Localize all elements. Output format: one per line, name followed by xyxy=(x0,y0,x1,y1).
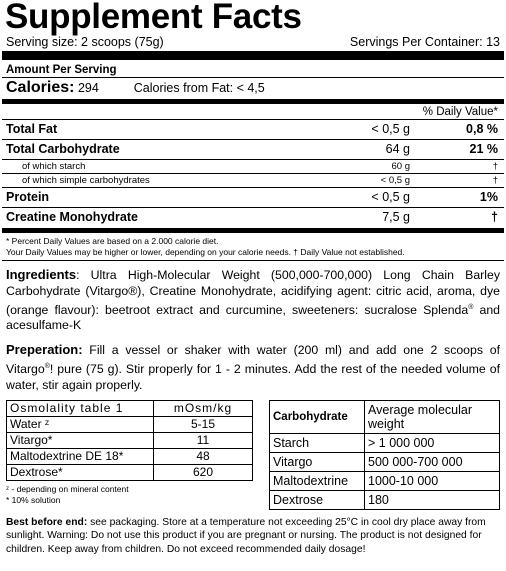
table-cell: Dextrose xyxy=(270,490,365,509)
table-cell: Starch xyxy=(270,433,365,452)
nutrient-name: Total Carbohydrate xyxy=(6,142,120,156)
ingredients-paragraph xyxy=(2,267,504,334)
preparation-text: Fill a vessel or shaker with water (200 ml) and add one 2 scoops of Vitargo xyxy=(6,343,500,377)
page-title: Supplement Facts xyxy=(5,0,302,36)
sub-nutrient-name: of which starch xyxy=(22,161,86,172)
table-cell: Vitargo* xyxy=(7,432,154,448)
table-cell: Dextrose* xyxy=(7,464,154,480)
divider-medium xyxy=(2,99,504,104)
table-row xyxy=(7,432,253,448)
divider xyxy=(2,260,504,261)
divider-medium xyxy=(2,228,504,233)
footnote-line: Your Daily Values may be higher or lower, depending on your calorie needs. † Daily Value not established. xyxy=(6,247,405,257)
table-cell: Maltodextrine xyxy=(270,471,365,490)
table-cell: 48 xyxy=(154,448,253,464)
table-cell: Water ᶻ xyxy=(7,416,154,432)
table-row xyxy=(7,448,253,464)
table-row xyxy=(270,490,500,509)
table-cell: 1000-10 000 xyxy=(365,471,500,490)
osmolality-table xyxy=(6,400,253,481)
sub-nutrient-name: of which simple carbohydrates xyxy=(22,175,150,186)
table-cell: 180 xyxy=(365,490,500,509)
nutrient-amount: < 0,5 g xyxy=(371,122,410,136)
ingredients-label: Ingredients xyxy=(6,267,77,282)
ingredients-text-end: and acesulfame-K xyxy=(6,302,501,333)
nutrient-row-creatine xyxy=(2,208,504,227)
nutrient-row-total-fat xyxy=(2,120,504,139)
table-cell: 5-15 xyxy=(154,416,253,432)
note-line: * 10% solution xyxy=(6,494,61,505)
nutrient-amount: 7,5 g xyxy=(382,210,410,224)
calories-from-fat: Calories from Fat: < 4,5 xyxy=(133,81,265,95)
table-row xyxy=(270,452,500,471)
servings-per-container: Servings Per Container: 13 xyxy=(349,35,500,49)
registered-mark: ® xyxy=(468,303,474,311)
nutrient-dv: † xyxy=(491,210,498,224)
best-before-label: Best before end: xyxy=(6,516,88,528)
registered-mark: ® xyxy=(44,363,50,371)
table-header-cell: mOsm/kg xyxy=(154,400,253,416)
amount-per-serving: Amount Per Serving xyxy=(6,64,117,76)
table-row xyxy=(7,464,253,480)
table-cell: 620 xyxy=(154,464,253,480)
table-cell: 500 000-700 000 xyxy=(365,452,500,471)
nutrient-dv: 1% xyxy=(479,190,498,204)
nutrient-name: Creatine Monohydrate xyxy=(6,210,138,224)
daily-value-header: % Daily Value* xyxy=(422,106,498,118)
nutrient-row-total-carbohydrate xyxy=(2,140,504,159)
nutrient-name: Protein xyxy=(6,190,50,204)
nutrient-row-protein xyxy=(2,188,504,207)
table-header-row xyxy=(270,400,500,433)
carbohydrate-table xyxy=(269,400,500,510)
nutrient-amount: 64 g xyxy=(385,142,410,156)
tables-section xyxy=(2,400,504,510)
calories-row xyxy=(2,78,504,98)
sub-nutrient-row-starch xyxy=(2,160,504,173)
nutrient-dv: 21 % xyxy=(469,142,498,156)
footnote-line: * Percent Daily Values are based on a 2.000 calorie diet. xyxy=(6,236,219,246)
preparation-label: Preperation: xyxy=(6,342,83,358)
note-line: ᶻ - depending on mineral content xyxy=(6,483,129,494)
divider-thick xyxy=(2,51,504,60)
nutrient-name: Total Fat xyxy=(6,122,58,136)
table-cell: > 1 000 000 xyxy=(365,433,500,452)
table-cell: Maltodextrine DE 18* xyxy=(7,448,154,464)
preparation-paragraph xyxy=(2,342,504,393)
serving-size: Serving size: 2 scoops (75g) xyxy=(6,35,164,49)
serving-info xyxy=(2,34,504,50)
sub-nutrient-amount: 60 g xyxy=(391,161,410,172)
best-before-text: see packaging. Store at a temperature not exceeding 25°C in cool dry place away from sunlight. Warning: Do not use this product if you are pregnant or nursing. The product is not designed for children. Keep away from children. Do not exceed recommended daily dosage! xyxy=(6,516,486,555)
preparation-text-end: ! pure (75 g). Stir properly for 1 - 2 minutes. Add the rest of the needed volume of water, stir again properly. xyxy=(6,362,500,392)
table-row xyxy=(7,416,253,432)
daily-value-footnote xyxy=(2,234,504,260)
sub-nutrient-amount: < 0,5 g xyxy=(380,175,410,186)
table-header-row xyxy=(7,400,253,416)
sub-nutrient-dv: † xyxy=(492,161,498,172)
table-row xyxy=(270,471,500,490)
table-row xyxy=(270,433,500,452)
ingredients-text: : Ultra High-Molecular Weight (500,000-700,000) Long Chain Barley Carbohydrate (Vitargo®), Creatine Monohydrate, acidifying agent: citric acid, aroma, dye (orange flavour): beetroot extract and curcumine, sweeteners: sucralose Splenda xyxy=(6,268,500,317)
osmolality-note xyxy=(6,484,253,506)
table-cell: Vitargo xyxy=(270,452,365,471)
table-header-cell: Carbohydrate xyxy=(270,400,365,433)
osmolality-block xyxy=(6,400,253,510)
calories-label: Calories: xyxy=(6,79,75,96)
best-before-paragraph xyxy=(2,516,504,557)
table-cell: 11 xyxy=(154,432,253,448)
table-header-cell: Osmolality table 1 xyxy=(7,400,154,416)
table-header-cell: Average molecular weight xyxy=(365,400,500,433)
sub-nutrient-row-simple-carbs xyxy=(2,174,504,187)
nutrient-dv: 0,8 % xyxy=(466,122,498,136)
calories-value: 294 xyxy=(77,81,99,95)
sub-nutrient-dv: † xyxy=(492,175,498,186)
nutrient-amount: < 0,5 g xyxy=(371,190,410,204)
